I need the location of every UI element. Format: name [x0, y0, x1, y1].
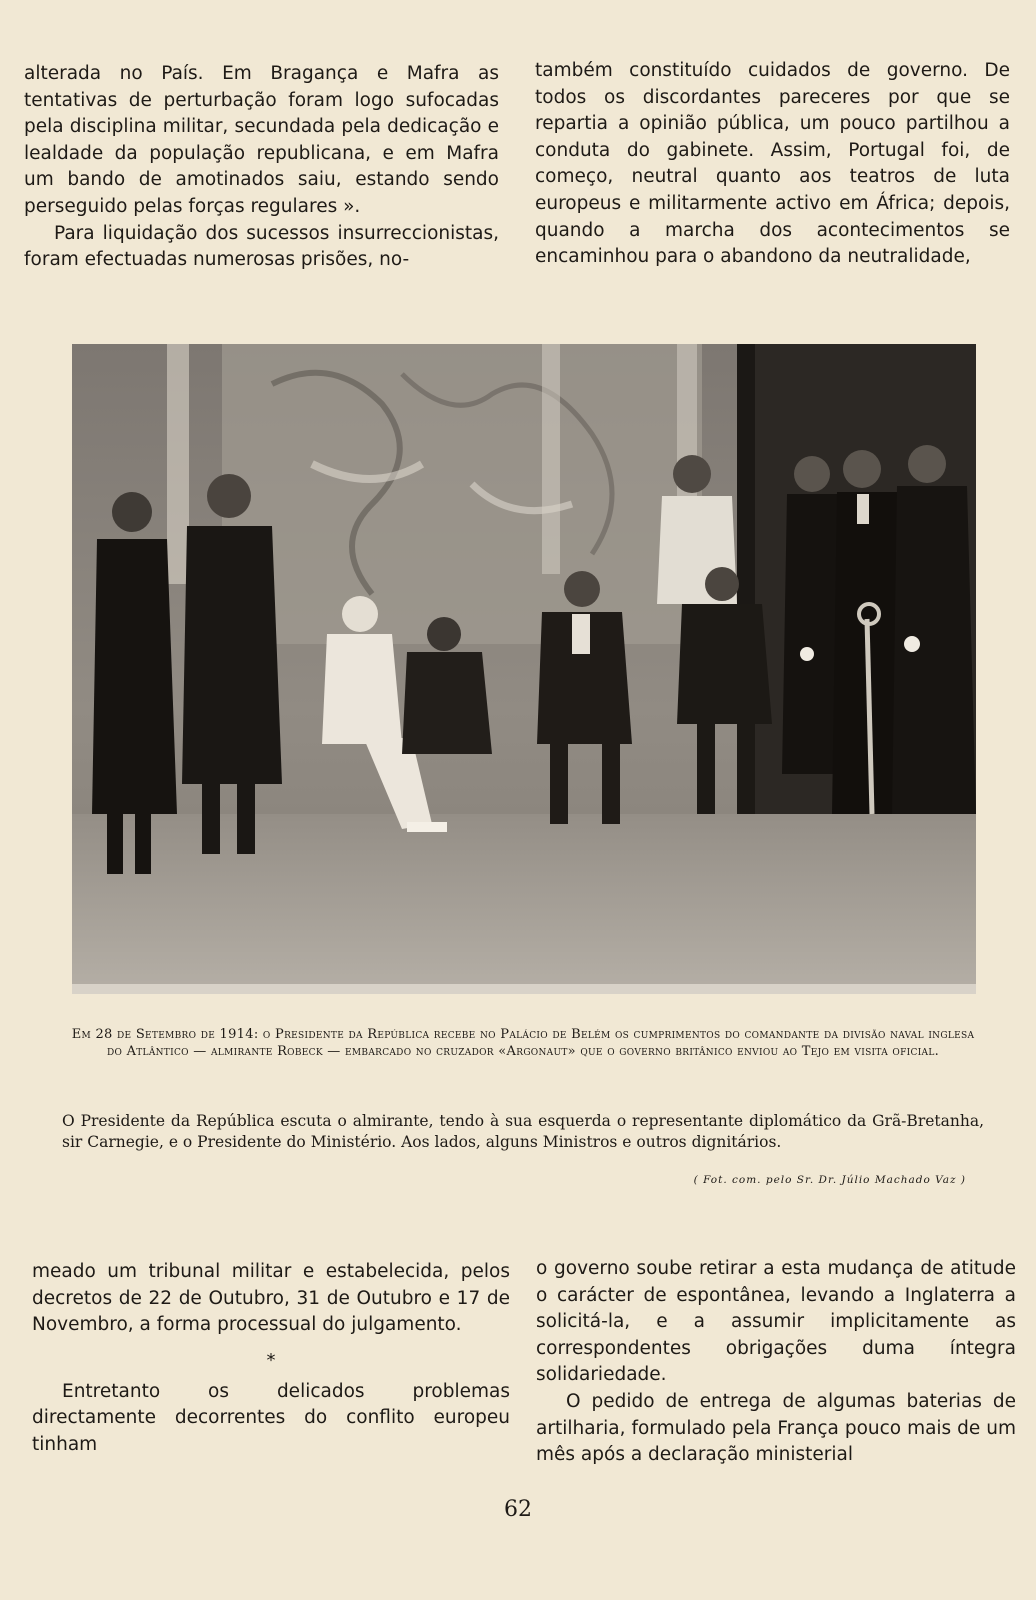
- paragraph: o governo soube retirar a esta mudança de atitude o carácter de espontânea, levando a Inglaterra a solicitá-la, e a assumir implicitamente as correspondentes obrigações duma íntegra solidariedade.: [536, 1258, 1016, 1386]
- text-column-top-left: [24, 61, 499, 274]
- paragraph: também constituído cuidados de governo. De todos os discordantes pareceres por que se repartia a opinião pública, um pouco partilhou a conduta do gabinete. Assim, Portugal foi, de começo, neutral quanto aos teatros de luta europeus e militarmente activo em África; depois, quando a marcha dos acontecimentos se encaminhou para o abandono da neutralidade,: [535, 60, 1010, 268]
- photo-description: O Presidente da República escuta o almirante, tendo à sua esquerda o representante diplomático da Grã-Bretanha, sir Carnegie, e o Presidente do Ministério. Aos lados, alguns Ministros e outros dignitários.: [62, 1112, 984, 1151]
- photo-caption: Em 28 de Setembro de 1914: o Presidente da República recebe no Palácio de Belém os cumprimentos do comandante da divisão naval inglesa do Atlântico — almirante Robeck — embarcado no cruzador «Argonaut» que o governo britânico enviou ao Tejo em visita oficial.: [71, 1027, 975, 1059]
- paragraph: Para liquidação dos sucessos insurreccionistas, foram efectuadas numerosas prisões, no-: [24, 222, 499, 271]
- paragraph: meado um tribunal militar e estabelecida, pelos decretos de 22 de Outubro, 31 de Outubro e 17 de Novembro, a forma processual do julgamento.: [32, 1261, 510, 1336]
- photo-credit: ( Fot. com. pelo Sr. Dr. Júlio Machado Vaz ): [693, 1174, 966, 1186]
- page-number: 62: [504, 1497, 532, 1522]
- paragraph: O pedido de entrega de algumas baterias de artilharia, formulado pela França pouco mais de um mês após a declaração ministerial: [536, 1390, 1016, 1466]
- section-separator: *: [266, 1349, 276, 1371]
- text-column-bottom-left: [32, 1259, 510, 1459]
- paragraph: Entretanto os delicados problemas directamente decorrentes do conflito europeu tinham: [32, 1380, 510, 1455]
- photo-illustration: [72, 344, 976, 994]
- text-column-bottom-right: [536, 1256, 1016, 1469]
- historical-photograph: [72, 344, 976, 994]
- paragraph: alterada no País. Em Bragança e Mafra as tentativas de perturbação foram logo sufocadas pela disciplina militar, secundada pela dedicação e lealdade da população republicana, e em Mafra um bando de amotinados saiu, estando sendo perseguido pelas forças regulares ».: [24, 63, 499, 217]
- text-column-top-right: [535, 58, 1010, 271]
